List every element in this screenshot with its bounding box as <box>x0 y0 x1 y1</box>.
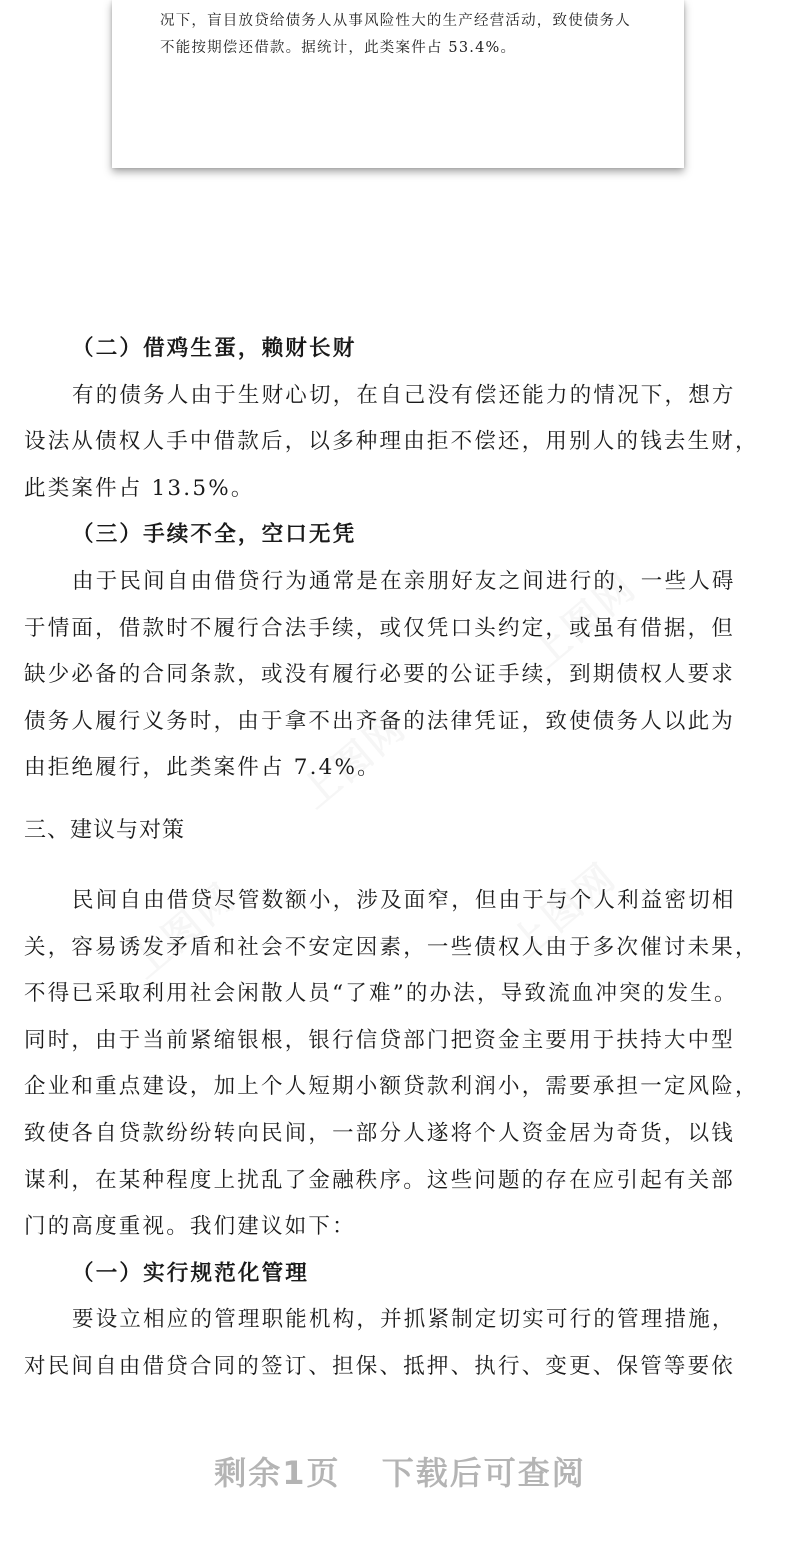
subheading: （一）实行规范化管理 <box>72 1260 310 1286</box>
section-heading: 三、建议与对策 <box>24 817 186 843</box>
card-line: 况下，盲目放贷给债务人从事风险性大的生产经营活动，致使债务人 <box>160 13 631 29</box>
paragraph-line: 不得已采取利用社会闲散人员“了难”的办法，导致流血冲突的发生。 <box>24 981 738 1007</box>
subheading: （二）借鸡生蛋，赖财长财 <box>72 336 357 361</box>
paragraph-line: 缺少必备的合同条款，或没有履行必要的公证手续，到期债权人要求 <box>24 662 736 688</box>
paragraph-line: 同时，由于当前紧缩银根，银行信贷部门把资金主要用于扶持大中型 <box>24 1027 736 1053</box>
paragraph-line: 门的高度重视。我们建议如下： <box>24 1214 356 1240</box>
paragraph-line: 此类案件占 13.5%。 <box>24 475 255 501</box>
remaining-pages-label[interactable]: 剩余1页 <box>214 1454 341 1492</box>
paragraph-line: 谋利，在某种程度上扰乱了金融秩序。这些问题的存在应引起有关部 <box>24 1167 736 1193</box>
paragraph-line: 由拒绝履行，此类案件占 7.4%。 <box>24 755 381 781</box>
paragraph-line: 设法从债权人手中借款后，以多种理由拒不偿还，用别人的钱去生财， <box>24 429 759 455</box>
paragraph-line: 要设立相应的管理职能机构，并抓紧制定切实可行的管理措施， <box>72 1307 736 1333</box>
paragraph-line: 对民间自由借贷合同的签订、担保、抵押、执行、变更、保管等要依 <box>24 1353 736 1379</box>
paragraph-line: 债务人履行义务时，由于拿不出齐备的法律凭证，致使债务人以此为 <box>24 708 736 734</box>
paragraph-line: 企业和重点建设，加上个人短期小额贷款利润小，需要承担一定风险， <box>24 1074 759 1100</box>
paragraph-line: 于情面，借款时不履行合法手续，或仅凭口头约定，或虽有借据，但 <box>24 615 736 641</box>
card-text <box>160 8 660 62</box>
download-to-view-label[interactable]: 下载后可查阅 <box>381 1454 586 1492</box>
document-body <box>24 326 784 1390</box>
paragraph-line: 关，容易诱发矛盾和社会不安定因素，一些债权人由于多次催讨未果， <box>24 934 759 960</box>
previous-page-card <box>112 0 684 168</box>
paragraph-line: 由于民间自由借贷行为通常是在亲朋好友之间进行的，一些人碍 <box>72 568 736 594</box>
paragraph-line: 民间自由借贷尽管数额小，涉及面窄，但由于与个人利益密切相 <box>72 887 736 913</box>
card-line: 不能按期偿还借款。据统计，此类案件占 53.4%。 <box>160 40 517 56</box>
subheading: （三）手续不全，空口无凭 <box>72 522 357 548</box>
paragraph-line: 致使各自贷款纷纷转向民间，一部分人遂将个人资金居为奇货，以钱 <box>24 1120 736 1146</box>
paragraph-line: 有的债务人由于生财心切，在自己没有偿还能力的情况下，想方 <box>72 382 736 408</box>
download-prompt[interactable] <box>0 1448 800 1494</box>
